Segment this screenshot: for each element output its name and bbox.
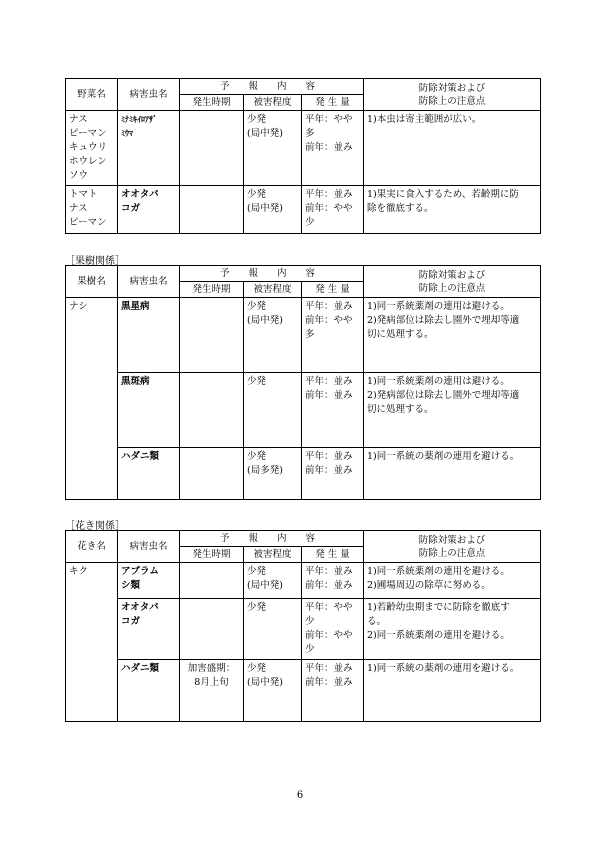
pest-name-cell: オオタバ コガ: [118, 599, 180, 660]
crop-cell: ナシ: [66, 298, 118, 500]
timing-cell: [180, 599, 244, 660]
pest-header: 病害虫名: [118, 79, 180, 111]
pest-name-cell: 黒斑病: [118, 373, 180, 448]
table-row: [66, 298, 541, 373]
notes-cell: 1)同一系統薬剤の連用は避ける。 2)発病部位は除去し園外で埋却等適 切に処理する。: [364, 298, 541, 373]
forecast-header: 予 報 内 容: [180, 531, 364, 547]
crop-header: 野菜名: [66, 79, 118, 111]
pest-name-cell: オオタバ コガ: [118, 186, 180, 234]
amount-cell: 平年：やや少 前年：やや少: [302, 599, 364, 660]
forecast-header: 予 報 内 容: [180, 266, 364, 282]
flower-pest-table: [65, 530, 541, 722]
amount-cell: 平年：並み 前年：やや少: [302, 186, 364, 234]
amount-cell: 平年：並み 前年：並み: [302, 448, 364, 500]
timing-cell: [180, 448, 244, 500]
notes-cell: 1)果実に食入するため、若齢期に防 除を徹底する。: [364, 186, 541, 234]
amount-header: 発 生 量: [302, 95, 364, 111]
table-row: [66, 186, 541, 234]
notes-cell: 1)同一系統の薬剤の連用を避ける。: [364, 448, 541, 500]
timing-cell: [180, 111, 244, 186]
damage-cell: 少発 (局中発): [244, 186, 302, 234]
countermeasure-header: 防除対策および 防除上の注意点: [364, 531, 541, 563]
amount-header: 発 生 量: [302, 547, 364, 563]
pest-name-cell: ハダニ類: [118, 660, 180, 722]
pest-name-cell: ﾐﾅﾐｷｲﾛｱｻﾞ ﾐｳﾏ: [118, 111, 180, 186]
countermeasure-header: 防除対策および 防除上の注意点: [364, 79, 541, 111]
amount-cell: 平年：並み 前年：並み: [302, 373, 364, 448]
timing-header: 発生時期: [180, 547, 244, 563]
crop-cell: トマト ナス ピーマン: [66, 186, 118, 234]
pest-name-cell: アブラム シ類: [118, 563, 180, 599]
timing-header: 発生時期: [180, 282, 244, 298]
crop-cell: ナス ピーマン キュウリ ホウレン ソウ: [66, 111, 118, 186]
pest-header: 病害虫名: [118, 266, 180, 298]
pest-header: 病害虫名: [118, 531, 180, 563]
timing-cell: [180, 186, 244, 234]
notes-cell: 1)本虫は寄主範囲が広い。: [364, 111, 541, 186]
amount-cell: 平年：並み 前年：やや多: [302, 298, 364, 373]
damage-cell: 少発: [244, 373, 302, 448]
table-row: [66, 448, 541, 500]
vegetable-pest-table: [65, 78, 541, 234]
notes-cell: 1)同一系統の薬剤の連用を避ける。: [364, 660, 541, 722]
damage-cell: 少発 (局中発): [244, 660, 302, 722]
table-row: [66, 373, 541, 448]
damage-cell: 少発 (局中発): [244, 563, 302, 599]
forecast-header: 予 報 内 容: [180, 79, 364, 95]
crop-cell: キク: [66, 563, 118, 722]
crop-header: 果樹名: [66, 266, 118, 298]
amount-header: 発 生 量: [302, 282, 364, 298]
damage-cell: 少発: [244, 599, 302, 660]
damage-header: 被害程度: [244, 282, 302, 298]
pest-name-cell: 黒星病: [118, 298, 180, 373]
damage-cell: 少発 (局多発): [244, 448, 302, 500]
amount-cell: 平年：やや多 前年：並み: [302, 111, 364, 186]
timing-cell: 加害盛期： 8月上旬: [180, 660, 244, 722]
timing-cell: [180, 373, 244, 448]
damage-header: 被害程度: [244, 95, 302, 111]
table-row: [66, 660, 541, 722]
table-row: [66, 111, 541, 186]
notes-cell: 1)同一系統薬剤の連用は避ける。 2)発病部位は除去し園外で埋却等適 切に処理する。: [364, 373, 541, 448]
damage-cell: 少発 (局中発): [244, 111, 302, 186]
pest-name-cell: ハダニ類: [118, 448, 180, 500]
notes-cell: 1)同一系統薬剤の連用を避ける。 2)圃場周辺の除草に努める。: [364, 563, 541, 599]
damage-cell: 少発 (局中発): [244, 298, 302, 373]
timing-header: 発生時期: [180, 95, 244, 111]
timing-cell: [180, 298, 244, 373]
fruit-pest-table: [65, 265, 541, 500]
page-number: 6: [296, 790, 304, 801]
notes-cell: 1)若齢幼虫期までに防除を徹底す る。 2)同一系統薬剤の連用を避ける。: [364, 599, 541, 660]
amount-cell: 平年：並み 前年：並み: [302, 660, 364, 722]
timing-cell: [180, 563, 244, 599]
damage-header: 被害程度: [244, 547, 302, 563]
crop-header: 花き名: [66, 531, 118, 563]
flower-section-title: ［花き関係］: [65, 521, 125, 532]
table-row: [66, 599, 541, 660]
amount-cell: 平年：並み 前年：並み: [302, 563, 364, 599]
fruit-section-title: ［果樹関係］: [65, 256, 125, 267]
table-row: [66, 563, 541, 599]
countermeasure-header: 防除対策および 防除上の注意点: [364, 266, 541, 298]
